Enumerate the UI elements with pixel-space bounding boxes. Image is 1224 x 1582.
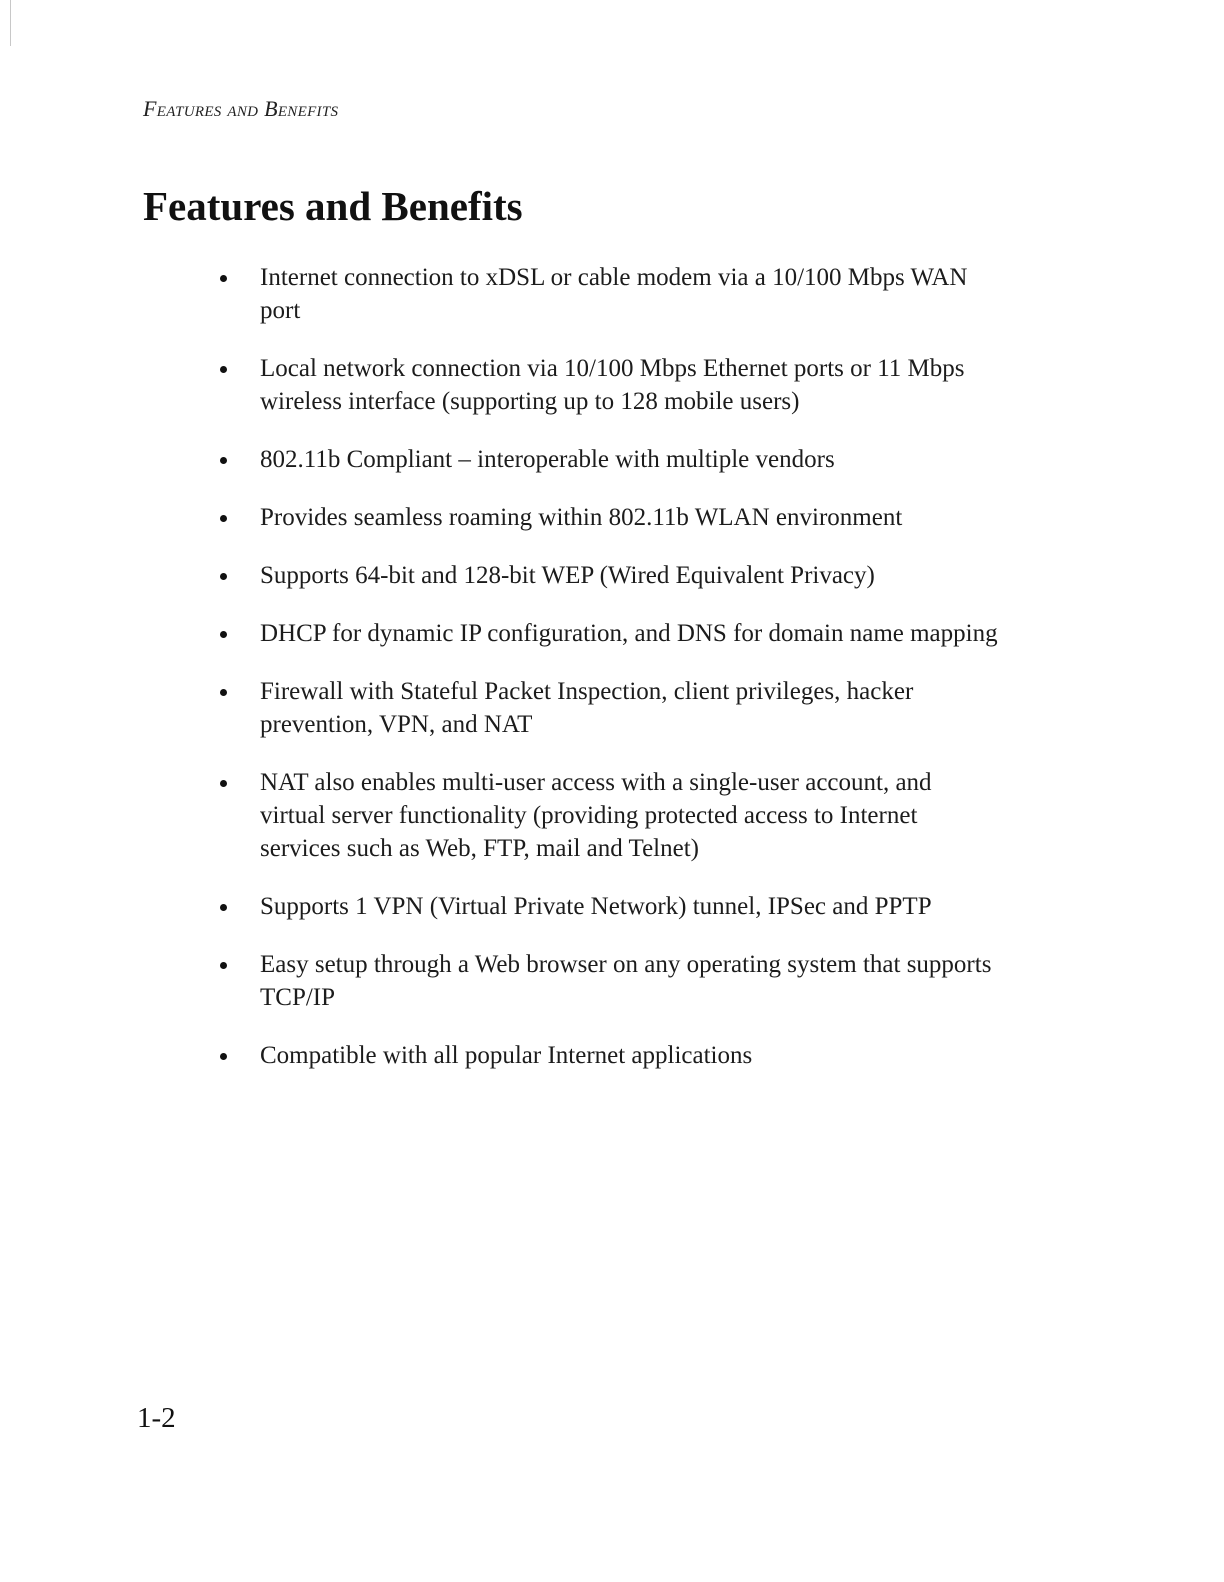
bullet-icon [220, 962, 227, 969]
bullet-icon [220, 515, 227, 522]
feature-text: NAT also enables multi-user access with a single-user account, and virtual server functionality (providing protected access to Internet services such as Web, FTP, mail and Telnet) [260, 769, 932, 862]
feature-text: Provides seamless roaming within 802.11b WLAN environment [260, 504, 903, 531]
list-item [210, 1039, 1000, 1072]
page-number: 1-2 [137, 1402, 176, 1434]
bullet-icon [220, 366, 227, 373]
feature-text: Local network connection via 10/100 Mbps Ethernet ports or 11 Mbps wireless interface (supporting up to 128 mobile users) [260, 355, 965, 415]
list-item [210, 948, 1000, 1014]
feature-text: Supports 64-bit and 128-bit WEP (Wired Equivalent Privacy) [260, 562, 875, 589]
feature-text: Internet connection to xDSL or cable modem via a 10/100 Mbps WAN port [260, 264, 968, 324]
list-item [210, 559, 1000, 592]
scan-edge-mark [10, 0, 11, 46]
list-item [210, 617, 1000, 650]
list-item [210, 352, 1000, 418]
bullet-icon [220, 689, 227, 696]
bullet-icon [220, 1053, 227, 1060]
feature-text: DHCP for dynamic IP configuration, and DNS for domain name mapping [260, 620, 998, 647]
list-item [210, 766, 1000, 865]
bullet-icon [220, 780, 227, 787]
feature-text: 802.11b Compliant – interoperable with multiple vendors [260, 446, 835, 473]
list-item [210, 501, 1000, 534]
feature-text: Compatible with all popular Internet applications [260, 1042, 753, 1069]
bullet-icon [220, 275, 227, 282]
feature-list [210, 261, 1000, 1097]
feature-text: Supports 1 VPN (Virtual Private Network) tunnel, IPSec and PPTP [260, 893, 932, 920]
bullet-icon [220, 631, 227, 638]
feature-text: Firewall with Stateful Packet Inspection, client privileges, hacker prevention, VPN, and NAT [260, 678, 914, 738]
bullet-icon [220, 904, 227, 911]
feature-text: Easy setup through a Web browser on any operating system that supports TCP/IP [260, 951, 992, 1011]
bullet-icon [220, 573, 227, 580]
list-item [210, 261, 1000, 327]
page-title: Features and Benefits [143, 183, 523, 229]
list-item [210, 443, 1000, 476]
running-head: Features and Benefits [143, 96, 339, 121]
list-item [210, 890, 1000, 923]
list-item [210, 675, 1000, 741]
bullet-icon [220, 457, 227, 464]
